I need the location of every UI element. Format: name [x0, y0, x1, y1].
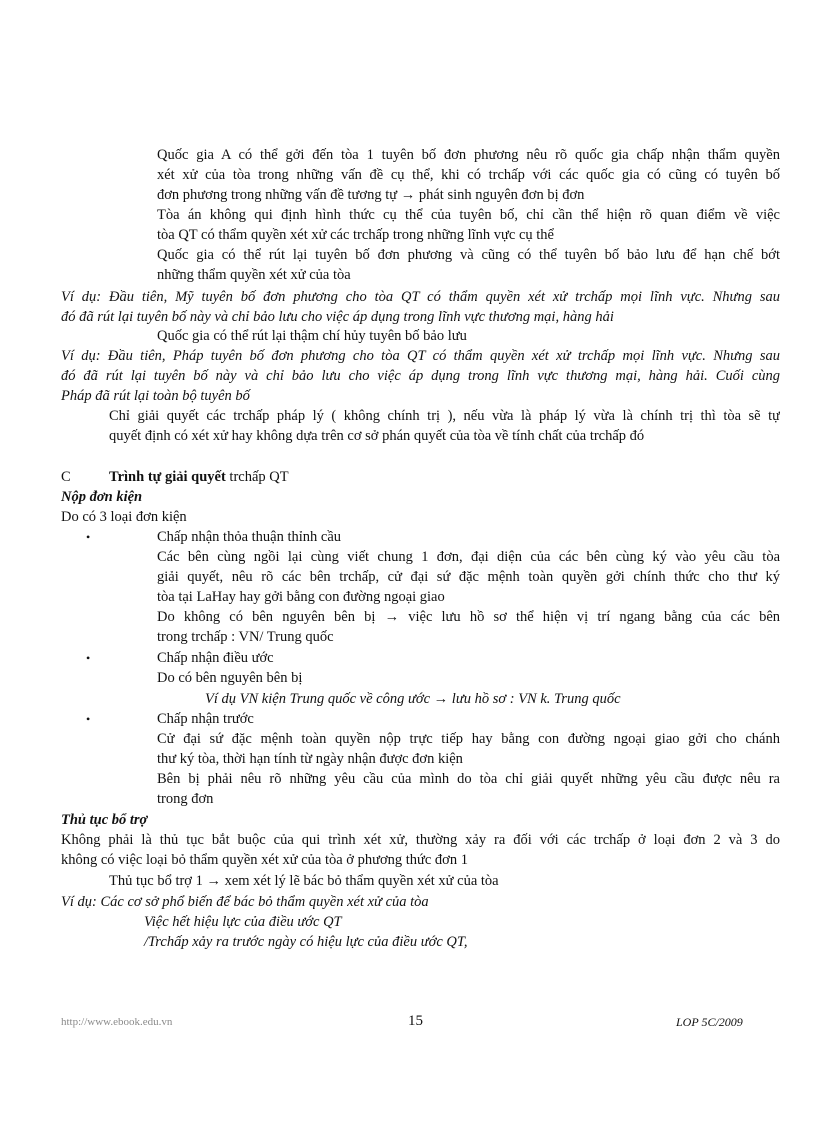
body-line: Do không có bên nguyên bên bị → việc lưu hồ sơ thể hiện vị trí ngang bằng của các bên: [157, 609, 780, 625]
body-line: Do có 3 loại đơn kiện: [61, 509, 187, 525]
body-line: Tòa án không qui định hình thức cụ thể của tuyên bố, chỉ cần thể hiện rõ quan điểm về việc: [157, 207, 780, 223]
body-line: đơn phương trong những vấn đề tương tự → phát sinh nguyên đơn bị đơn: [157, 187, 585, 203]
bullet-icon: •: [86, 712, 91, 726]
example-line: /Trchấp xảy ra trước ngày có hiệu lực của điều ước QT,: [144, 934, 468, 950]
example-line: đó đã rút lại tuyên bố này và chỉ bảo lưu cho việc áp dụng trong lĩnh vực thương mại, hàng hải. Cuối cùng: [61, 368, 780, 384]
body-line: thư ký tòa, thời hạn tính từ ngày nhận được đơn kiện: [157, 751, 463, 767]
example-line: Việc hết hiệu lực của điều ước QT: [144, 914, 342, 930]
body-line: trong đơn: [157, 791, 214, 807]
body-line: Cử đại sứ đặc mệnh toàn quyền nộp trực tiếp hay bằng con đường ngoại giao gởi cho chánh: [157, 731, 780, 747]
body-line: những thẩm quyền xét xử của tòa: [157, 267, 351, 283]
body-line: tòa tại LaHay hay gởi bằng con đường ngoại giao: [157, 589, 445, 605]
body-line: Do có bên nguyên bên bị: [157, 670, 303, 686]
example-line: đó đã rút lại tuyên bố này và chỉ bảo lưu cho việc áp dụng trong lĩnh vực thương mại, hàng hải: [61, 309, 614, 325]
footer-class-label: LOP 5C/2009: [676, 1015, 743, 1029]
bullet-item: Chấp nhận trước: [157, 711, 254, 727]
body-line: xét xử của tòa trong những vấn đề cụ thể, khi có trchấp với các quốc gia có cũng có tuyên bố: [157, 167, 780, 183]
body-line: quyết định có xét xử hay không dựa trên cơ sở phán quyết của tòa về tính chất của trchấp đó: [109, 428, 645, 444]
example-line: Ví dụ: Đầu tiên, Pháp tuyên bố đơn phương cho tòa QT có thẩm quyền xét xử trchấp mọi lĩnh vực. Nhưng sau: [61, 348, 780, 364]
bullet-icon: •: [86, 530, 91, 544]
body-line: Không phải là thủ tục bắt buộc của qui trình xét xử, thường xảy ra đối với các trchấp ở loại đơn 2 và 3 do: [61, 832, 780, 848]
example-line: Pháp đã rút lại toàn bộ tuyên bố: [61, 388, 250, 404]
page-number: 15: [408, 1013, 423, 1029]
example-line: Ví dụ: Các cơ sở phổ biến để bác bỏ thẩm quyền xét xử của tòa: [61, 894, 429, 910]
body-line: không có việc loại bỏ thẩm quyền xét xử của tòa ở phương thức đơn 1: [61, 852, 468, 868]
subheading-supporting-procedure: Thủ tục bổ trợ: [61, 812, 148, 828]
section-letter: C: [61, 469, 71, 485]
body-line: Quốc gia có thể rút lại tuyên bố đơn phương và cũng có thể tuyên bố bảo lưu để hạn chế bớt: [157, 247, 780, 263]
body-line: Quốc gia A có thể gởi đến tòa 1 tuyên bố đơn phương nêu rõ quốc gia chấp nhận thẩm quyền: [157, 147, 780, 163]
body-line: tòa QT có thẩm quyền xét xử các trchấp trong những lĩnh vực cụ thể: [157, 227, 554, 243]
bullet-item: Chấp nhận điều ước: [157, 650, 274, 666]
bullet-icon: •: [86, 651, 91, 665]
body-line: trong trchấp : VN/ Trung quốc: [157, 629, 334, 645]
body-line: Các bên cùng ngồi lại cùng viết chung 1 đơn, đại diện của các bên cùng ký vào yêu cầu tòa: [157, 549, 780, 565]
body-line: Bên bị phải nêu rõ những yêu cầu của mình do tòa chỉ giải quyết những yêu cầu được nêu ra: [157, 771, 780, 787]
bullet-item: Chấp nhận thỏa thuận thỉnh cầu: [157, 529, 342, 545]
subheading-filing: Nộp đơn kiện: [61, 489, 143, 505]
section-heading: Trình tự giải quyết trchấp QT: [109, 469, 289, 485]
body-line: Quốc gia có thể rút lại thậm chí hủy tuyên bố bảo lưu: [157, 328, 467, 344]
body-line: Chỉ giải quyết các trchấp pháp lý ( không chính trị ), nếu vừa là pháp lý vừa là chính trị thì tòa sẽ tự: [109, 408, 780, 424]
body-line: giải quyết, nêu rõ các bên trchấp, cử đại sứ đặc mệnh toàn quyền gởi chính thức cho thư ký: [157, 569, 780, 585]
body-line: Thủ tục bổ trợ 1 → xem xét lý lẽ bác bỏ thẩm quyền xét xử của tòa: [109, 873, 499, 889]
example-line: Ví dụ: Đầu tiên, Mỹ tuyên bố đơn phương cho tòa QT có thẩm quyền xét xử trchấp mọi lĩnh vực. Nhưng sau: [61, 289, 780, 305]
footer-url[interactable]: http://www.ebook.edu.vn: [61, 1016, 173, 1028]
example-line: Ví dụ VN kiện Trung quốc về công ước → lưu hồ sơ : VN k. Trung quốc: [205, 691, 621, 707]
